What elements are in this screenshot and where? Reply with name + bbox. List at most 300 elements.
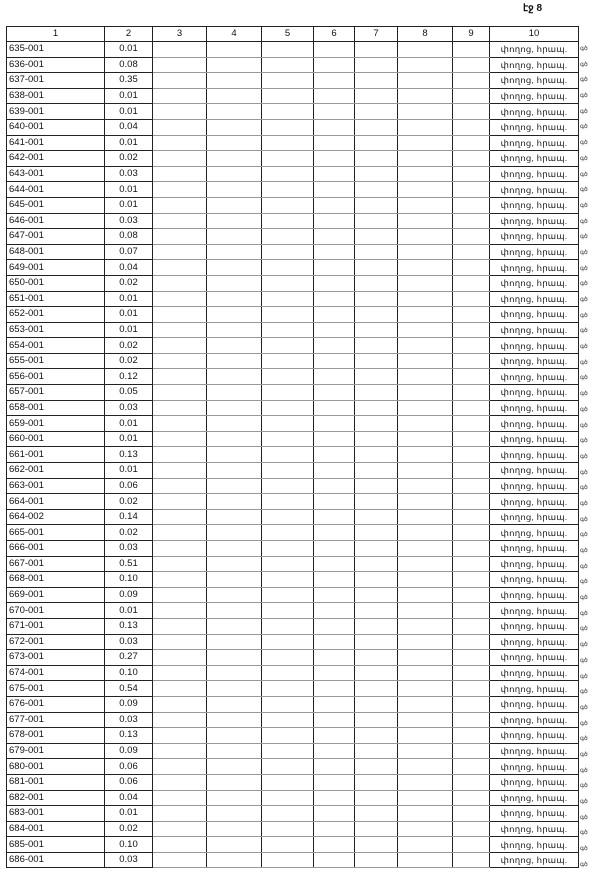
column-header-6: 6 <box>314 27 355 42</box>
empty-cell-col-7 <box>355 759 398 775</box>
land-use-note: փողոց, հրապ. <box>490 182 579 198</box>
parcel-code: 659-001 <box>7 416 105 432</box>
margin-mark: գծ <box>580 469 588 476</box>
empty-cell-col-7 <box>355 728 398 744</box>
empty-cell-col-6 <box>314 229 355 245</box>
margin-mark: գծ <box>580 516 588 523</box>
parcel-code: 662-001 <box>7 463 105 479</box>
parcel-code: 654-001 <box>7 338 105 354</box>
parcel-area: 0.01 <box>105 88 153 104</box>
column-header-7: 7 <box>355 27 398 42</box>
empty-cell-col-4 <box>207 696 262 712</box>
empty-cell-col-3 <box>153 197 207 213</box>
empty-cell-col-9 <box>453 88 490 104</box>
table-row <box>7 338 579 354</box>
parcel-area: 0.01 <box>105 182 153 198</box>
empty-cell-col-5 <box>262 681 314 697</box>
parcel-code: 653-001 <box>7 322 105 338</box>
table-row <box>7 650 579 666</box>
empty-cell-col-4 <box>207 556 262 572</box>
empty-cell-col-5 <box>262 665 314 681</box>
empty-cell-col-4 <box>207 369 262 385</box>
parcel-area: 0.05 <box>105 385 153 401</box>
empty-cell-col-7 <box>355 229 398 245</box>
margin-mark: գծ <box>580 77 588 84</box>
empty-cell-col-8 <box>398 197 453 213</box>
empty-cell-col-5 <box>262 556 314 572</box>
empty-cell-col-7 <box>355 260 398 276</box>
empty-cell-col-7 <box>355 275 398 291</box>
empty-cell-col-8 <box>398 525 453 541</box>
empty-cell-col-6 <box>314 556 355 572</box>
empty-cell-col-7 <box>355 509 398 525</box>
empty-cell-col-8 <box>398 260 453 276</box>
margin-mark: գծ <box>580 673 588 680</box>
parcel-code: 672-001 <box>7 634 105 650</box>
empty-cell-col-8 <box>398 665 453 681</box>
empty-cell-col-9 <box>453 837 490 853</box>
empty-cell-col-7 <box>355 42 398 58</box>
column-header-3: 3 <box>153 27 207 42</box>
table-row <box>7 759 579 775</box>
land-use-note: փողոց, հրապ. <box>490 478 579 494</box>
empty-cell-col-3 <box>153 416 207 432</box>
empty-cell-col-6 <box>314 385 355 401</box>
margin-mark: գծ <box>580 767 588 774</box>
empty-cell-col-4 <box>207 525 262 541</box>
empty-cell-col-9 <box>453 42 490 58</box>
empty-cell-col-3 <box>153 338 207 354</box>
parcel-area: 0.51 <box>105 556 153 572</box>
empty-cell-col-7 <box>355 494 398 510</box>
parcel-code: 668-001 <box>7 572 105 588</box>
empty-cell-col-9 <box>453 603 490 619</box>
empty-cell-col-5 <box>262 182 314 198</box>
empty-cell-col-6 <box>314 525 355 541</box>
empty-cell-col-3 <box>153 369 207 385</box>
parcel-area: 0.01 <box>105 307 153 323</box>
empty-cell-col-9 <box>453 743 490 759</box>
margin-mark: գծ <box>580 689 588 696</box>
land-use-note: փողոց, հրապ. <box>490 338 579 354</box>
empty-cell-col-3 <box>153 587 207 603</box>
empty-cell-col-4 <box>207 73 262 89</box>
empty-cell-col-8 <box>398 338 453 354</box>
land-use-note: փողոց, հրապ. <box>490 431 579 447</box>
margin-mark: գծ <box>580 234 588 241</box>
empty-cell-col-4 <box>207 774 262 790</box>
margin-mark: գծ <box>580 108 588 115</box>
empty-cell-col-8 <box>398 743 453 759</box>
table-row <box>7 275 579 291</box>
table-row <box>7 509 579 525</box>
parcel-area: 0.04 <box>105 790 153 806</box>
empty-cell-col-7 <box>355 182 398 198</box>
empty-cell-col-4 <box>207 166 262 182</box>
parcel-code: 637-001 <box>7 73 105 89</box>
empty-cell-col-9 <box>453 260 490 276</box>
parcel-area: 0.07 <box>105 244 153 260</box>
empty-cell-col-5 <box>262 712 314 728</box>
empty-cell-col-8 <box>398 837 453 853</box>
empty-cell-col-6 <box>314 759 355 775</box>
parcel-area: 0.01 <box>105 104 153 120</box>
table-row <box>7 618 579 634</box>
table-row <box>7 634 579 650</box>
margin-mark: գծ <box>580 140 588 147</box>
empty-cell-col-3 <box>153 556 207 572</box>
empty-cell-col-4 <box>207 119 262 135</box>
empty-cell-col-6 <box>314 416 355 432</box>
empty-cell-col-7 <box>355 166 398 182</box>
empty-cell-col-5 <box>262 322 314 338</box>
empty-cell-col-7 <box>355 135 398 151</box>
empty-cell-col-5 <box>262 478 314 494</box>
land-use-note: փողոց, հրապ. <box>490 88 579 104</box>
parcel-area: 0.01 <box>105 463 153 479</box>
parcel-area: 0.03 <box>105 541 153 557</box>
empty-cell-col-8 <box>398 57 453 73</box>
table-row <box>7 556 579 572</box>
empty-cell-col-9 <box>453 447 490 463</box>
table-row <box>7 307 579 323</box>
land-use-note: փողոց, հրապ. <box>490 696 579 712</box>
empty-cell-col-7 <box>355 213 398 229</box>
parcel-code: 678-001 <box>7 728 105 744</box>
table-row <box>7 463 579 479</box>
land-use-note: փողոց, հրապ. <box>490 774 579 790</box>
empty-cell-col-7 <box>355 618 398 634</box>
empty-cell-col-8 <box>398 478 453 494</box>
parcel-code: 657-001 <box>7 385 105 401</box>
empty-cell-col-3 <box>153 806 207 822</box>
empty-cell-col-5 <box>262 229 314 245</box>
empty-cell-col-4 <box>207 494 262 510</box>
empty-cell-col-8 <box>398 353 453 369</box>
parcel-area: 0.01 <box>105 135 153 151</box>
land-use-note: փողոց, հրապ. <box>490 275 579 291</box>
margin-mark: գծ <box>580 328 588 335</box>
empty-cell-col-7 <box>355 197 398 213</box>
empty-cell-col-4 <box>207 509 262 525</box>
parcel-area: 0.01 <box>105 603 153 619</box>
parcel-area: 0.03 <box>105 166 153 182</box>
empty-cell-col-3 <box>153 213 207 229</box>
empty-cell-col-3 <box>153 837 207 853</box>
empty-cell-col-9 <box>453 572 490 588</box>
table-row <box>7 790 579 806</box>
empty-cell-col-9 <box>453 353 490 369</box>
empty-cell-col-9 <box>453 665 490 681</box>
empty-cell-col-3 <box>153 275 207 291</box>
empty-cell-col-4 <box>207 57 262 73</box>
parcel-area: 0.01 <box>105 806 153 822</box>
empty-cell-col-9 <box>453 728 490 744</box>
empty-cell-col-9 <box>453 852 490 868</box>
empty-cell-col-8 <box>398 307 453 323</box>
empty-cell-col-7 <box>355 88 398 104</box>
land-use-note: փողոց, հրապ. <box>490 603 579 619</box>
margin-mark: գծ <box>580 171 588 178</box>
empty-cell-col-7 <box>355 525 398 541</box>
empty-cell-col-6 <box>314 712 355 728</box>
margin-mark: գծ <box>580 861 588 868</box>
empty-cell-col-8 <box>398 650 453 666</box>
empty-cell-col-4 <box>207 182 262 198</box>
empty-cell-col-7 <box>355 119 398 135</box>
empty-cell-col-4 <box>207 104 262 120</box>
margin-mark: գծ <box>580 155 588 162</box>
empty-cell-col-7 <box>355 681 398 697</box>
empty-cell-col-8 <box>398 88 453 104</box>
empty-cell-col-9 <box>453 759 490 775</box>
empty-cell-col-3 <box>153 119 207 135</box>
empty-cell-col-4 <box>207 759 262 775</box>
empty-cell-col-8 <box>398 712 453 728</box>
empty-cell-col-6 <box>314 104 355 120</box>
empty-cell-col-7 <box>355 416 398 432</box>
empty-cell-col-6 <box>314 197 355 213</box>
empty-cell-col-7 <box>355 463 398 479</box>
empty-cell-col-9 <box>453 385 490 401</box>
land-use-note: փողոց, հրապ. <box>490 587 579 603</box>
land-use-note: փողոց, հրապ. <box>490 525 579 541</box>
empty-cell-col-4 <box>207 447 262 463</box>
empty-cell-col-4 <box>207 244 262 260</box>
table-row <box>7 447 579 463</box>
parcel-code: 670-001 <box>7 603 105 619</box>
empty-cell-col-8 <box>398 790 453 806</box>
empty-cell-col-6 <box>314 135 355 151</box>
empty-cell-col-6 <box>314 478 355 494</box>
empty-cell-col-9 <box>453 478 490 494</box>
empty-cell-col-4 <box>207 743 262 759</box>
empty-cell-col-9 <box>453 416 490 432</box>
empty-cell-col-6 <box>314 88 355 104</box>
empty-cell-col-9 <box>453 525 490 541</box>
empty-cell-col-3 <box>153 182 207 198</box>
empty-cell-col-6 <box>314 634 355 650</box>
header-row <box>7 27 579 42</box>
parcel-code: 675-001 <box>7 681 105 697</box>
margin-mark: գծ <box>580 124 588 131</box>
empty-cell-col-7 <box>355 650 398 666</box>
empty-cell-col-4 <box>207 353 262 369</box>
land-use-note: փողոց, հրապ. <box>490 790 579 806</box>
empty-cell-col-7 <box>355 73 398 89</box>
empty-cell-col-6 <box>314 494 355 510</box>
table-row <box>7 229 579 245</box>
parcel-area: 0.09 <box>105 587 153 603</box>
land-use-note: փողոց, հրապ. <box>490 618 579 634</box>
parcel-area: 0.01 <box>105 42 153 58</box>
parcel-area: 0.06 <box>105 759 153 775</box>
empty-cell-col-9 <box>453 338 490 354</box>
empty-cell-col-3 <box>153 665 207 681</box>
parcel-area: 0.02 <box>105 338 153 354</box>
empty-cell-col-5 <box>262 743 314 759</box>
empty-cell-col-8 <box>398 244 453 260</box>
empty-cell-col-9 <box>453 275 490 291</box>
parcel-code: 677-001 <box>7 712 105 728</box>
empty-cell-col-6 <box>314 322 355 338</box>
parcel-area: 0.13 <box>105 447 153 463</box>
parcel-area: 0.08 <box>105 229 153 245</box>
empty-cell-col-6 <box>314 166 355 182</box>
empty-cell-col-4 <box>207 790 262 806</box>
table-row <box>7 385 579 401</box>
empty-cell-col-5 <box>262 88 314 104</box>
empty-cell-col-4 <box>207 728 262 744</box>
empty-cell-col-6 <box>314 587 355 603</box>
parcel-code: 683-001 <box>7 806 105 822</box>
empty-cell-col-6 <box>314 338 355 354</box>
empty-cell-col-4 <box>207 603 262 619</box>
empty-cell-col-4 <box>207 541 262 557</box>
empty-cell-col-5 <box>262 275 314 291</box>
empty-cell-col-5 <box>262 509 314 525</box>
table-row <box>7 587 579 603</box>
table-row <box>7 494 579 510</box>
empty-cell-col-5 <box>262 759 314 775</box>
empty-cell-col-5 <box>262 166 314 182</box>
empty-cell-col-5 <box>262 650 314 666</box>
empty-cell-col-8 <box>398 634 453 650</box>
empty-cell-col-8 <box>398 852 453 868</box>
margin-mark: գծ <box>580 736 588 743</box>
empty-cell-col-3 <box>153 618 207 634</box>
land-use-note: փողոց, հրապ. <box>490 197 579 213</box>
empty-cell-col-5 <box>262 572 314 588</box>
empty-cell-col-3 <box>153 291 207 307</box>
parcel-code: 656-001 <box>7 369 105 385</box>
empty-cell-col-6 <box>314 463 355 479</box>
empty-cell-col-4 <box>207 821 262 837</box>
empty-cell-col-7 <box>355 837 398 853</box>
empty-cell-col-7 <box>355 634 398 650</box>
empty-cell-col-5 <box>262 525 314 541</box>
parcel-area: 0.01 <box>105 322 153 338</box>
empty-cell-col-9 <box>453 806 490 822</box>
empty-cell-col-6 <box>314 275 355 291</box>
empty-cell-col-4 <box>207 307 262 323</box>
empty-cell-col-7 <box>355 478 398 494</box>
empty-cell-col-6 <box>314 837 355 853</box>
table-row <box>7 57 579 73</box>
empty-cell-col-6 <box>314 244 355 260</box>
parcel-code: 642-001 <box>7 151 105 167</box>
empty-cell-col-5 <box>262 587 314 603</box>
land-use-note: փողոց, հրապ. <box>490 385 579 401</box>
land-use-note: փողոց, հրապ. <box>490 104 579 120</box>
margin-mark: գծ <box>580 61 588 68</box>
empty-cell-col-9 <box>453 463 490 479</box>
empty-cell-col-8 <box>398 572 453 588</box>
margin-mark: գծ <box>580 720 588 727</box>
land-use-note: փողոց, հրապ. <box>490 353 579 369</box>
empty-cell-col-8 <box>398 369 453 385</box>
land-use-note: փողոց, հրապ. <box>490 556 579 572</box>
empty-cell-col-3 <box>153 743 207 759</box>
table-row <box>7 743 579 759</box>
empty-cell-col-9 <box>453 229 490 245</box>
empty-cell-col-8 <box>398 151 453 167</box>
parcel-area: 0.06 <box>105 478 153 494</box>
margin-mark: գծ <box>580 500 588 507</box>
empty-cell-col-5 <box>262 821 314 837</box>
land-parcel-table <box>6 26 579 868</box>
empty-cell-col-8 <box>398 821 453 837</box>
margin-mark: գծ <box>580 799 588 805</box>
empty-cell-col-9 <box>453 322 490 338</box>
empty-cell-col-7 <box>355 587 398 603</box>
land-use-note: փողոց, հրապ. <box>490 119 579 135</box>
empty-cell-col-9 <box>453 57 490 73</box>
empty-cell-col-5 <box>262 806 314 822</box>
parcel-area: 0.01 <box>105 197 153 213</box>
parcel-area: 0.09 <box>105 696 153 712</box>
table-row <box>7 837 579 853</box>
empty-cell-col-5 <box>262 104 314 120</box>
empty-cell-col-4 <box>207 681 262 697</box>
empty-cell-col-8 <box>398 556 453 572</box>
parcel-area: 0.04 <box>105 119 153 135</box>
empty-cell-col-6 <box>314 42 355 58</box>
empty-cell-col-8 <box>398 400 453 416</box>
land-use-note: փողոց, հրապ. <box>490 837 579 853</box>
margin-mark: գծ <box>580 312 588 319</box>
table-row <box>7 322 579 338</box>
empty-cell-col-6 <box>314 541 355 557</box>
column-header-10: 10 <box>490 27 579 42</box>
land-use-note: փողոց, հրապ. <box>490 307 579 323</box>
empty-cell-col-9 <box>453 213 490 229</box>
empty-cell-col-3 <box>153 852 207 868</box>
margin-mark: գծ <box>580 46 588 52</box>
empty-cell-col-5 <box>262 400 314 416</box>
empty-cell-col-7 <box>355 821 398 837</box>
empty-cell-col-8 <box>398 541 453 557</box>
empty-cell-col-5 <box>262 353 314 369</box>
empty-cell-col-6 <box>314 73 355 89</box>
margin-mark: գծ <box>580 391 588 398</box>
empty-cell-col-7 <box>355 431 398 447</box>
empty-cell-col-8 <box>398 774 453 790</box>
empty-cell-col-6 <box>314 509 355 525</box>
empty-cell-col-4 <box>207 400 262 416</box>
empty-cell-col-5 <box>262 618 314 634</box>
empty-cell-col-3 <box>153 260 207 276</box>
empty-cell-col-5 <box>262 151 314 167</box>
margin-mark: գծ <box>580 563 588 570</box>
empty-cell-col-3 <box>153 541 207 557</box>
land-use-note: փողոց, հրապ. <box>490 509 579 525</box>
margin-mark: գծ <box>580 595 588 602</box>
empty-cell-col-3 <box>153 696 207 712</box>
empty-cell-col-3 <box>153 603 207 619</box>
empty-cell-col-7 <box>355 852 398 868</box>
empty-cell-col-6 <box>314 291 355 307</box>
table-row <box>7 712 579 728</box>
empty-cell-col-6 <box>314 57 355 73</box>
table-row <box>7 821 579 837</box>
parcel-code: 652-001 <box>7 307 105 323</box>
empty-cell-col-5 <box>262 837 314 853</box>
table-row <box>7 681 579 697</box>
empty-cell-col-3 <box>153 104 207 120</box>
land-use-note: փողոց, հրապ. <box>490 494 579 510</box>
parcel-area: 0.27 <box>105 650 153 666</box>
